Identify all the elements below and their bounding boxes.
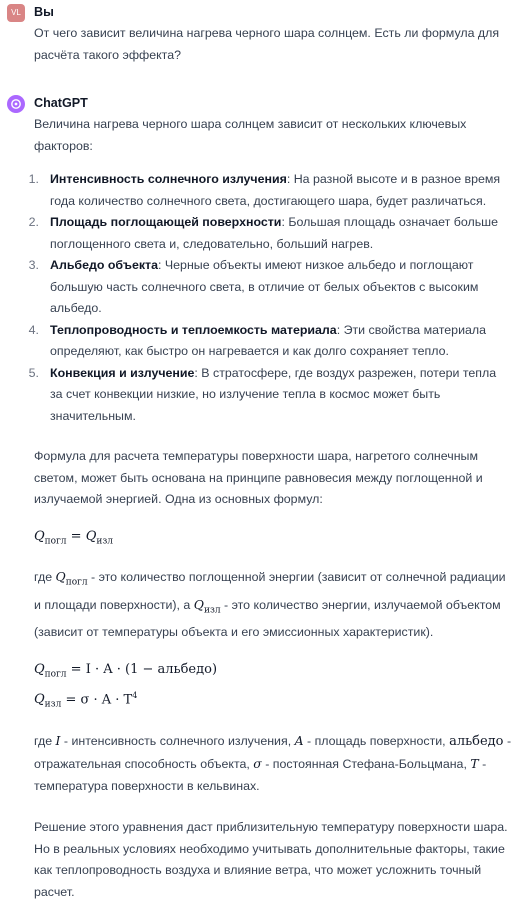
list-item	[28, 169, 512, 212]
item-text: : Эти свойства материала определяют, как быстро он нагревается и как долго сохраняет тепло.	[50, 322, 487, 358]
variables-explanation: где I - интенсивность солнечного излучения, A - площадь поверхности, альбедо - отражательная способность объекта, σ - постоянная Стефана-Больцмана, T - температура поверхности в кельвинах.	[34, 733, 512, 793]
factors-list	[28, 169, 512, 427]
user-avatar: VL	[7, 4, 25, 22]
list-item	[28, 320, 512, 363]
absorbed-formula: $Q_{погл} = I \cdot A \cdot (1$ − альбедо)	[34, 661, 218, 680]
assistant-name: ChatGPT	[34, 96, 88, 110]
item-text: : На разной высоте и в разное время года количество солнечного света, достигающего шара, будет различаться.	[50, 172, 501, 208]
balance-formula: $Q_{погл} = Q_{изл}$	[34, 528, 114, 547]
user-question: От чего зависит величина нагрева черного шара солнцем. Есть ли формула для расчёта такого эффекта?	[34, 26, 500, 62]
detailed-formulas	[34, 659, 512, 717]
user-name: Вы	[34, 5, 54, 19]
item-text: : В стратосфере, где воздух разрежен, потери тепла за счет конвекции низкие, но излучение тепла в космос может быть значительным.	[50, 365, 497, 423]
list-number: 5.	[28, 365, 39, 380]
formula-intro: Формула для расчета температуры поверхности шара, нагретого солнечным светом, может быть основана на принципе равновесия между поглощенной и излучаемой энергией. Одна из основных формул:	[34, 449, 483, 506]
item-title: Теплопроводность и теплоемкость материала	[50, 322, 337, 337]
answer-conclusion: Решение этого уравнения даст приблизительную температуру поверхности шара. Но в реальных условиях необходимо учитывать дополнительные факторы, такие как теплопроводность воздуха и влияние ветра, что может усложнить точный расчет.	[34, 820, 508, 899]
assistant-message	[0, 95, 524, 903]
emitted-formula: $Q_{изл} = \sigma \cdot A \cdot T^4$	[34, 691, 138, 711]
list-number: 4.	[28, 322, 39, 337]
list-number: 1.	[28, 172, 39, 186]
item-text: : Большая площадь означает больше поглощенного света и, следовательно, больший нагрев.	[50, 215, 498, 251]
item-title: Альбедо объекта	[50, 258, 159, 272]
list-number: 3.	[28, 258, 39, 272]
chatgpt-logo-icon	[7, 95, 25, 113]
list-number: 2.	[28, 215, 39, 229]
answer-intro: Величина нагрева черного шара солнцем зависит от нескольких ключевых факторов:	[34, 117, 467, 153]
item-title: Площадь поглощающей поверхности	[50, 215, 282, 229]
user-message	[0, 4, 524, 66]
list-item	[28, 212, 512, 255]
openai-icon	[7, 95, 25, 113]
item-title: Интенсивность солнечного излучения	[50, 172, 287, 186]
item-title: Конвекция и излучение	[50, 365, 195, 380]
item-text: : Черные объекты имеют низкое альбедо и поглощают большую часть солнечного света, в отличие от белых объектов с высоким альбедо.	[50, 258, 479, 315]
formula-explanation: где $Q_{погл}$ - это количество поглощенной энергии (зависит от солнечной радиации и площади поверхности), а $Q_{изл}$ - это количество энергии, излучаемой объектом (зависит от температуры объекта и его эмиссионных характеристик).	[34, 569, 506, 640]
list-item	[28, 255, 512, 320]
list-item	[28, 363, 512, 428]
